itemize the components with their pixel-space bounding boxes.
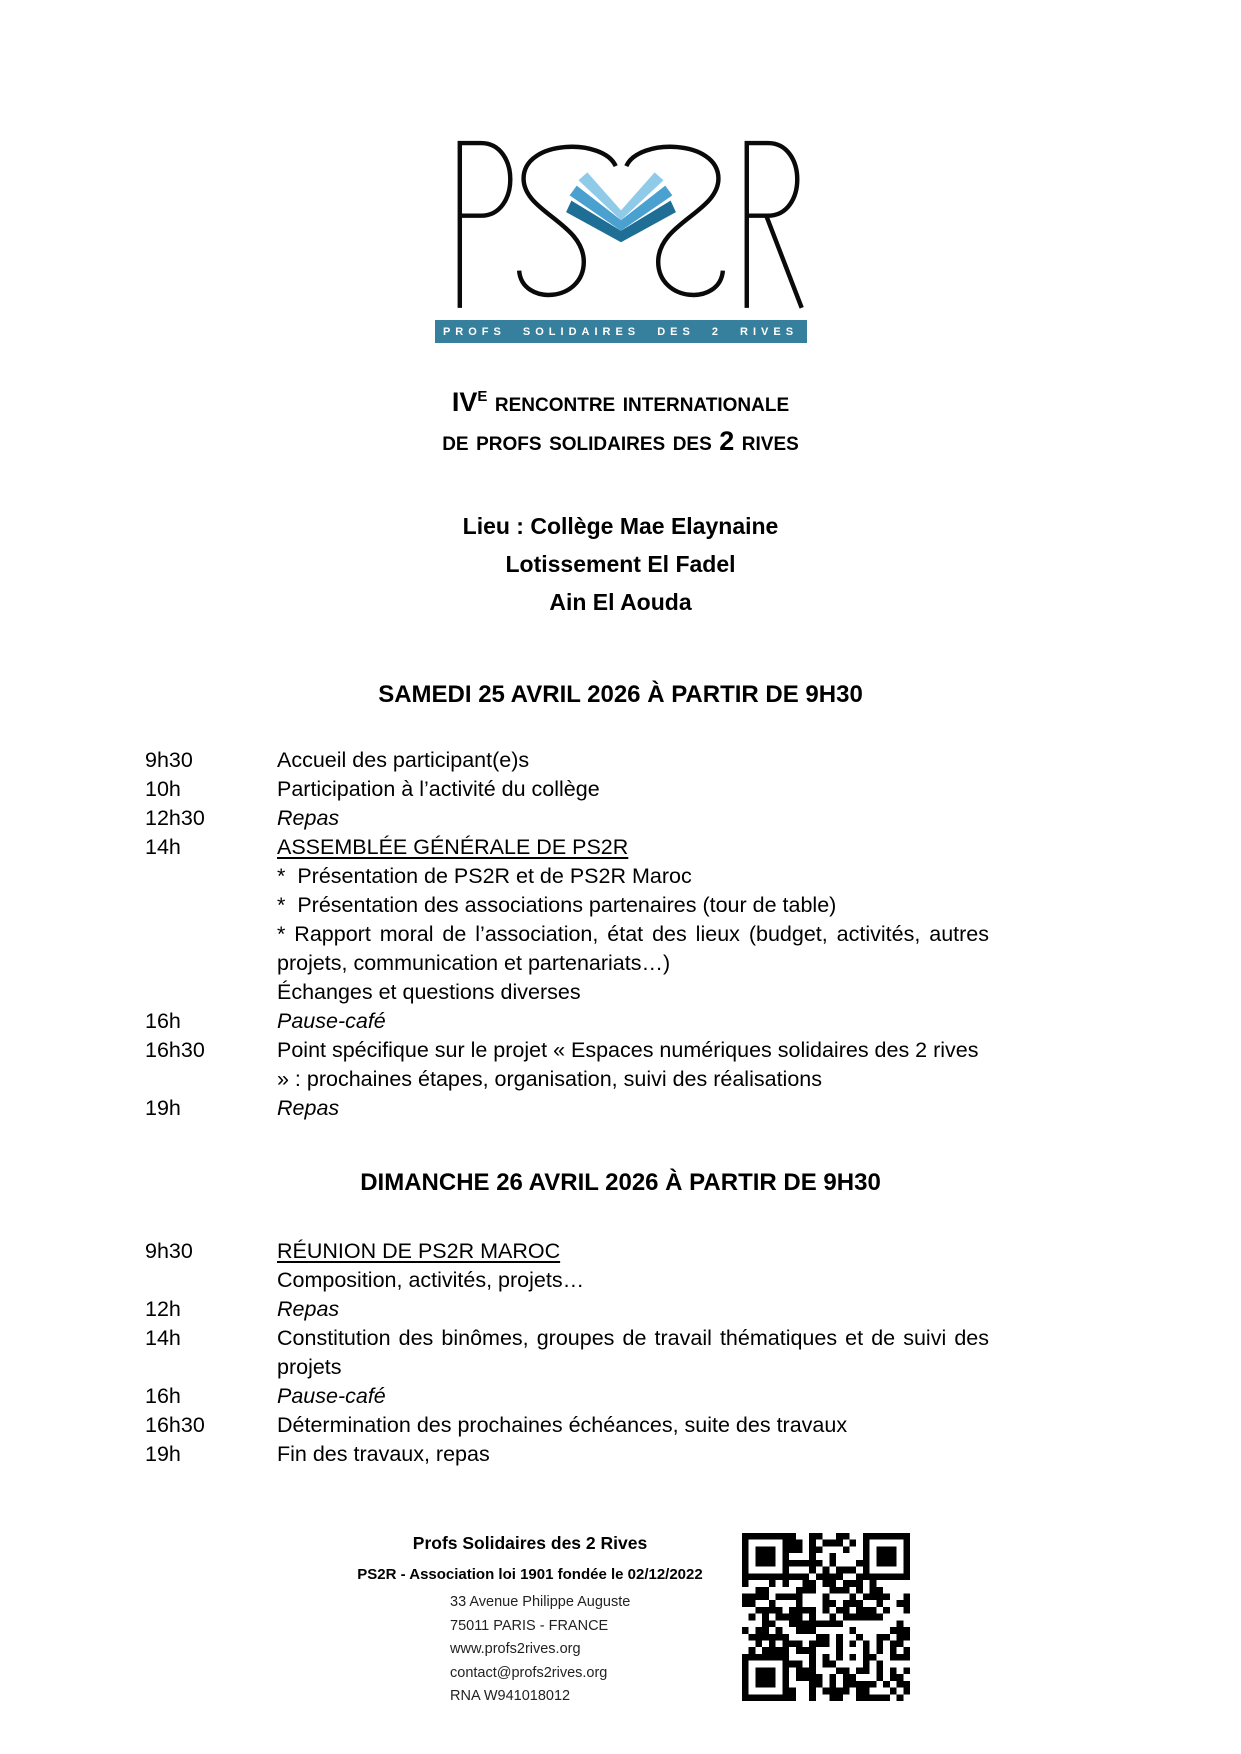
event-description: Participation à l’activité du collège [277, 777, 600, 802]
time-label: 12h30 [145, 806, 205, 831]
time-label: 12h [145, 1297, 181, 1322]
schedule-row [145, 1440, 1241, 1469]
event-description: Point spécifique sur le projet « Espaces numériques solidaires des 2 rives » : prochaines étapes, organisation, suivi des réalisations [277, 1038, 985, 1092]
event-description: ASSEMBLÉE GÉNÉRALE DE PS2R [277, 835, 629, 860]
schedule [0, 681, 1241, 1469]
org-subtitle: PS2R - Association loi 1901 fondée le 02/12/2022 [357, 1566, 703, 1584]
book-icon [566, 172, 676, 242]
schedule-row [145, 1382, 1241, 1411]
schedule-row [145, 1237, 1241, 1295]
schedule-row [145, 1411, 1241, 1440]
location-line3: Ain El Aouda [549, 589, 692, 616]
time-label: 19h [145, 1442, 181, 1467]
event-title-line2: de profs solidaires des 2 rives [442, 426, 799, 457]
event-description: Pause-café [277, 1384, 386, 1409]
ordinal-sup: E [477, 388, 488, 406]
schedule-row [145, 1094, 1241, 1123]
event-description: Composition, activités, projets… [277, 1268, 585, 1293]
address-line: 75011 PARIS - FRANCE [450, 1617, 609, 1634]
ps2r-logo-icon [435, 136, 807, 313]
schedule-row [145, 804, 1241, 833]
event-description: * Rapport moral de l’association, état des lieux (budget, activités, autres projets, communication et partenariats…) [277, 922, 995, 976]
event-description: Pause-café [277, 1009, 386, 1034]
event-description: Accueil des participant(e)s [277, 748, 530, 773]
event-title [0, 383, 1241, 461]
schedule-row [145, 833, 1241, 1007]
time-label: 16h30 [145, 1413, 205, 1438]
event-description: * Présentation des associations partenaires (tour de table) [277, 893, 837, 918]
event-description: * Présentation de PS2R et de PS2R Maroc [277, 864, 692, 889]
time-label: 9h30 [145, 748, 193, 773]
event-description: Fin des travaux, repas [277, 1442, 490, 1467]
location-block [0, 507, 1241, 621]
time-label: 10h [145, 777, 181, 802]
time-label: 16h [145, 1384, 181, 1409]
event-description: RÉUNION DE PS2R MAROC [277, 1239, 561, 1264]
day-heading: DIMANCHE 26 AVRIL 2026 À PARTIR DE 9H30 [360, 1169, 881, 1197]
time-label: 14h [145, 1326, 181, 1351]
time-label: 19h [145, 1096, 181, 1121]
event-description: Repas [277, 806, 340, 831]
address-line: 33 Avenue Philippe Auguste [450, 1594, 631, 1611]
location-line1: Lieu : Collège Mae Elaynaine [462, 513, 779, 540]
time-label: 16h [145, 1009, 181, 1034]
address-line: RNA W941018012 [450, 1688, 571, 1705]
event-description: Constitution des binômes, groupes de travail thématiques et de suivi des projets [277, 1326, 995, 1380]
schedule-row [145, 1007, 1241, 1036]
address-line: contact@profs2rives.org [450, 1664, 608, 1681]
org-address [450, 1591, 742, 1709]
footer-text [318, 1533, 742, 1709]
footer [0, 1533, 1241, 1709]
day-section [0, 1169, 1241, 1469]
qr-code [742, 1533, 910, 1701]
event-description: Détermination des prochaines échéances, suite des travaux [277, 1413, 848, 1438]
day-section [0, 681, 1241, 1123]
time-label: 14h [145, 835, 181, 860]
day-heading: SAMEDI 25 AVRIL 2026 À PARTIR DE 9H30 [378, 681, 863, 709]
schedule-row [145, 1324, 1241, 1382]
event-title-line1: $IV^E$ rencontre internationale [451, 387, 790, 418]
time-label: 16h30 [145, 1038, 205, 1063]
event-description: Échanges et questions diverses [277, 980, 581, 1005]
schedule-row [145, 746, 1241, 775]
org-name: Profs Solidaires des 2 Rives [412, 1533, 648, 1554]
event-description: Repas [277, 1297, 340, 1322]
location-line2: Lotissement El Fadel [505, 551, 736, 578]
address-line: www.profs2rives.org [450, 1641, 581, 1658]
logo-banner: PROFS SOLIDAIRES DES 2 RIVES [435, 320, 807, 343]
event-description: Repas [277, 1096, 340, 1121]
time-label: 9h30 [145, 1239, 193, 1264]
schedule-row [145, 1295, 1241, 1324]
schedule-row [145, 1036, 1241, 1094]
schedule-row [145, 775, 1241, 804]
logo [0, 0, 1241, 343]
